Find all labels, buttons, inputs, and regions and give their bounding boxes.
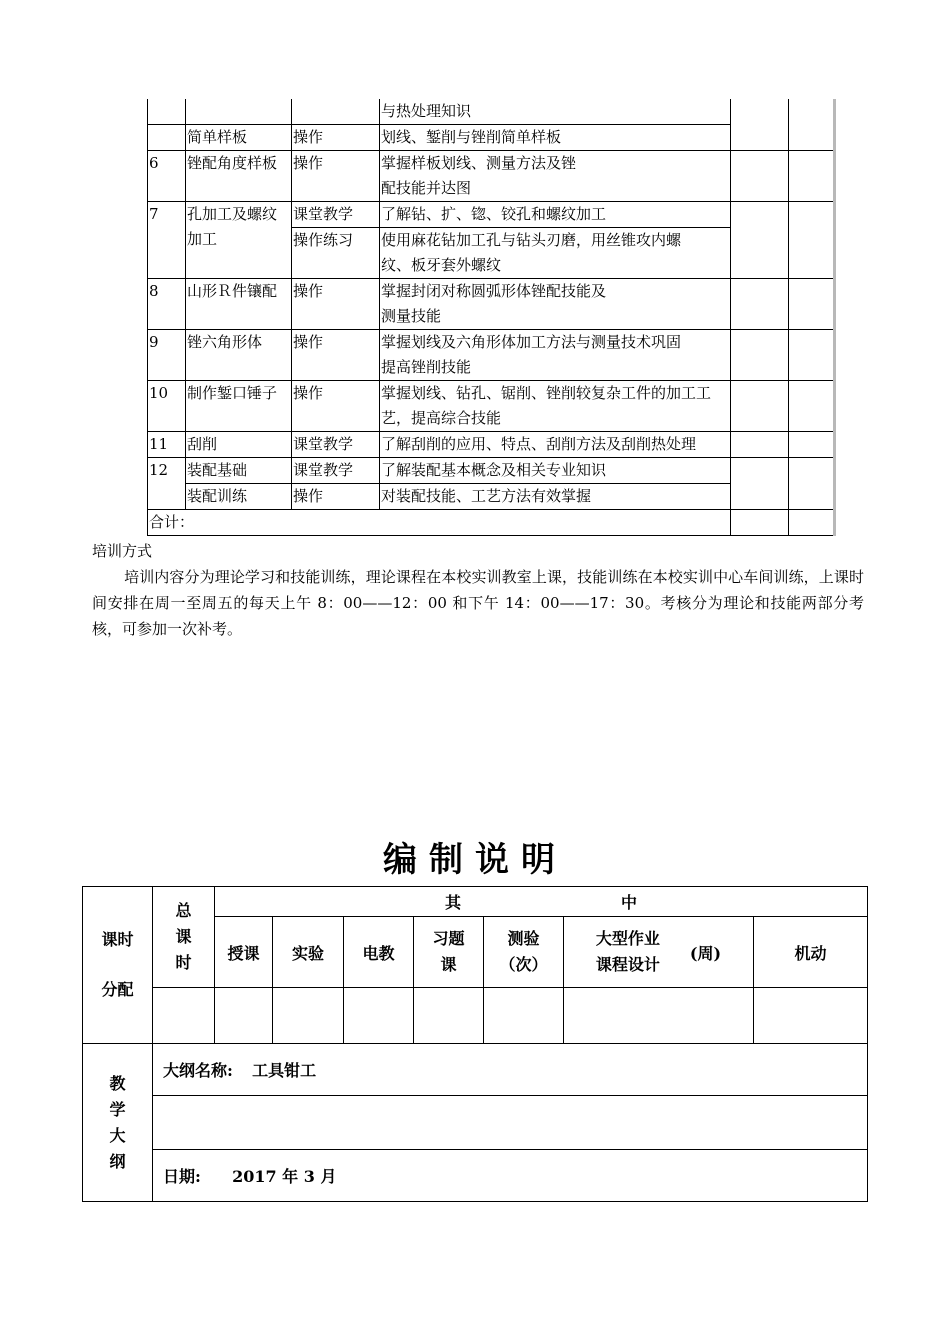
cell-hours bbox=[731, 381, 789, 432]
among-char: 中 bbox=[621, 893, 638, 912]
hours-label bbox=[83, 887, 153, 1044]
cell-content: 与热处理知识 bbox=[380, 99, 731, 125]
cell-no bbox=[148, 99, 186, 125]
cell-form: 操作 bbox=[292, 151, 380, 202]
outline-char: 纲 bbox=[109, 1151, 126, 1171]
cell-hours bbox=[731, 151, 789, 202]
value-project bbox=[564, 988, 754, 1044]
content-line: 测量技能 bbox=[381, 307, 442, 325]
outline-name-value: 工具钳工 bbox=[252, 1061, 317, 1080]
content-line: 艺，提高综合技能 bbox=[381, 409, 502, 427]
project-line: 加工 bbox=[187, 230, 218, 248]
table-row bbox=[148, 458, 835, 484]
cell-no: 12 bbox=[148, 458, 186, 510]
col-test-line: （次） bbox=[499, 955, 548, 974]
cell-remark bbox=[789, 330, 835, 381]
table-row bbox=[148, 99, 835, 125]
cell-remark bbox=[789, 458, 835, 510]
training-paragraph bbox=[92, 564, 864, 642]
value-test bbox=[484, 988, 564, 1044]
total-hours-char: 课 bbox=[175, 927, 192, 946]
cell-project: 装配训练 bbox=[186, 484, 292, 510]
table-row bbox=[148, 330, 835, 381]
content-line: 提高锉削技能 bbox=[381, 358, 472, 376]
cell-form: 操作练习 bbox=[292, 228, 380, 279]
content-line: 配技能并达图 bbox=[381, 179, 472, 197]
cell-hours bbox=[731, 99, 789, 151]
col-test bbox=[484, 917, 564, 988]
cell-content: 划线、錾削与锉削简单样板 bbox=[380, 125, 731, 151]
cell-form: 操作 bbox=[292, 484, 380, 510]
cell-remark bbox=[789, 432, 835, 458]
cell-project bbox=[186, 202, 292, 279]
total-hours-char: 总 bbox=[175, 901, 192, 920]
training-heading: 培训方式 bbox=[92, 542, 153, 560]
cell-hours bbox=[731, 510, 789, 536]
cell-remark bbox=[789, 202, 835, 279]
col-av: 电教 bbox=[344, 917, 414, 988]
total-hours-label bbox=[153, 887, 215, 988]
cell-remark bbox=[789, 151, 835, 202]
cell-no bbox=[148, 125, 186, 151]
cell-form: 操作 bbox=[292, 125, 380, 151]
cell-project: 锉六角形体 bbox=[186, 330, 292, 381]
col-project-line: 大型作业 bbox=[595, 929, 660, 948]
outline-char: 学 bbox=[109, 1099, 126, 1119]
table-row bbox=[148, 432, 835, 458]
cell-content bbox=[380, 279, 731, 330]
col-experiment: 实验 bbox=[273, 917, 344, 988]
hours-label-line: 课时 bbox=[101, 930, 134, 949]
cell-no: 11 bbox=[148, 432, 186, 458]
cell-no: 8 bbox=[148, 279, 186, 330]
content-line: 掌握封闭对称圆弧形体锉配技能及 bbox=[381, 282, 607, 300]
table-row bbox=[148, 279, 835, 330]
cell-content: 了解装配基本概念及相关专业知识 bbox=[380, 458, 731, 484]
outline-name-label: 大纲名称: bbox=[163, 1061, 233, 1080]
cell-remark bbox=[789, 99, 835, 151]
cell-no: 7 bbox=[148, 202, 186, 279]
cell-content: 对装配技能、工艺方法有效掌握 bbox=[380, 484, 731, 510]
cell-content bbox=[380, 330, 731, 381]
table-row bbox=[148, 151, 835, 202]
col-lecture: 授课 bbox=[215, 917, 273, 988]
total-hours-char: 时 bbox=[175, 953, 192, 972]
table-row-total bbox=[148, 510, 835, 536]
cell-content bbox=[380, 228, 731, 279]
cell-project: 简单样板 bbox=[186, 125, 292, 151]
cell-form: 操作 bbox=[292, 381, 380, 432]
cell-hours bbox=[731, 432, 789, 458]
among-header bbox=[215, 887, 868, 917]
date-cell bbox=[153, 1150, 868, 1202]
outline-char: 教 bbox=[109, 1073, 126, 1093]
content-line: 掌握样板划线、测量方法及锉 bbox=[381, 154, 577, 172]
outline-char: 大 bbox=[109, 1125, 126, 1145]
value-av bbox=[344, 988, 414, 1044]
cell-project bbox=[186, 99, 292, 125]
content-line: 掌握划线及六角形体加工方法与测量技术巩固 bbox=[381, 333, 682, 351]
cell-form: 课堂教学 bbox=[292, 458, 380, 484]
content-line: 纹、板牙套外螺纹 bbox=[381, 256, 502, 274]
cell-project: 山形Ｒ件镶配 bbox=[186, 279, 292, 330]
table-row bbox=[148, 202, 835, 228]
training-paragraph-text: 培训内容分为理论学习和技能训练，理论课程在本校实训教室上课，技能训练在本校实训中心车间训练，上课时间安排在周一至周五的每天上午 8：00——12：00 和下午 14：00——17：30。考核分为理论和技能两部分考核，可参加一次补考。 bbox=[92, 568, 864, 638]
cell-hours bbox=[731, 279, 789, 330]
cell-remark bbox=[789, 279, 835, 330]
cell-form: 课堂教学 bbox=[292, 202, 380, 228]
cell-remark bbox=[789, 510, 835, 536]
col-exercise bbox=[414, 917, 484, 988]
value-flexible bbox=[754, 988, 868, 1044]
col-exercise-line: 课 bbox=[440, 955, 457, 974]
value-exercise bbox=[414, 988, 484, 1044]
among-char: 其 bbox=[445, 893, 462, 912]
cell-project: 装配基础 bbox=[186, 458, 292, 484]
col-test-line: 测验 bbox=[507, 929, 540, 948]
col-project-line: 课程设计 bbox=[595, 955, 660, 974]
cell-form: 操作 bbox=[292, 279, 380, 330]
outline-label bbox=[83, 1044, 153, 1202]
value-lecture bbox=[215, 988, 273, 1044]
explain-table bbox=[82, 886, 868, 1202]
date-label: 日期: bbox=[163, 1167, 201, 1186]
col-project-unit: (周) bbox=[689, 943, 722, 963]
cell-form: 课堂教学 bbox=[292, 432, 380, 458]
value-experiment bbox=[273, 988, 344, 1044]
section-title: 编制说明 bbox=[383, 840, 567, 880]
cell-form bbox=[292, 99, 380, 125]
cell-project: 锉配角度样板 bbox=[186, 151, 292, 202]
cell-no: 10 bbox=[148, 381, 186, 432]
cell-form: 操作 bbox=[292, 330, 380, 381]
cell-content: 了解刮削的应用、特点、刮削方法及刮削热处理 bbox=[380, 432, 731, 458]
project-line: 孔加工及螺纹 bbox=[187, 205, 278, 223]
value-total-hours bbox=[153, 988, 215, 1044]
content-line: 掌握划线、钻孔、锯削、锉削较复杂工件的加工工 bbox=[381, 384, 712, 402]
cell-hours bbox=[731, 330, 789, 381]
cell-project: 制作錾口锤子 bbox=[186, 381, 292, 432]
col-project bbox=[564, 917, 754, 988]
content-line: 使用麻花钻加工孔与钻头刃磨，用丝锥攻内螺 bbox=[381, 231, 682, 249]
cell-no: 6 bbox=[148, 151, 186, 202]
cell-content bbox=[380, 151, 731, 202]
cell-project: 刮削 bbox=[186, 432, 292, 458]
table-row bbox=[148, 381, 835, 432]
cell-remark bbox=[789, 381, 835, 432]
outline-name-cell bbox=[153, 1044, 868, 1096]
total-label: 合计： bbox=[148, 510, 731, 536]
cell-hours bbox=[731, 458, 789, 510]
col-exercise-line: 习题 bbox=[432, 929, 465, 948]
col-flexible: 机动 bbox=[754, 917, 868, 988]
cell-no: 9 bbox=[148, 330, 186, 381]
course-table bbox=[147, 99, 836, 536]
outline-blank-cell bbox=[153, 1096, 868, 1150]
hours-label-line: 分配 bbox=[101, 980, 134, 999]
cell-content bbox=[380, 381, 731, 432]
cell-hours bbox=[731, 202, 789, 279]
cell-content: 了解钻、扩、锪、铰孔和螺纹加工 bbox=[380, 202, 731, 228]
date-value: 2017 年 3 月 bbox=[232, 1167, 337, 1186]
